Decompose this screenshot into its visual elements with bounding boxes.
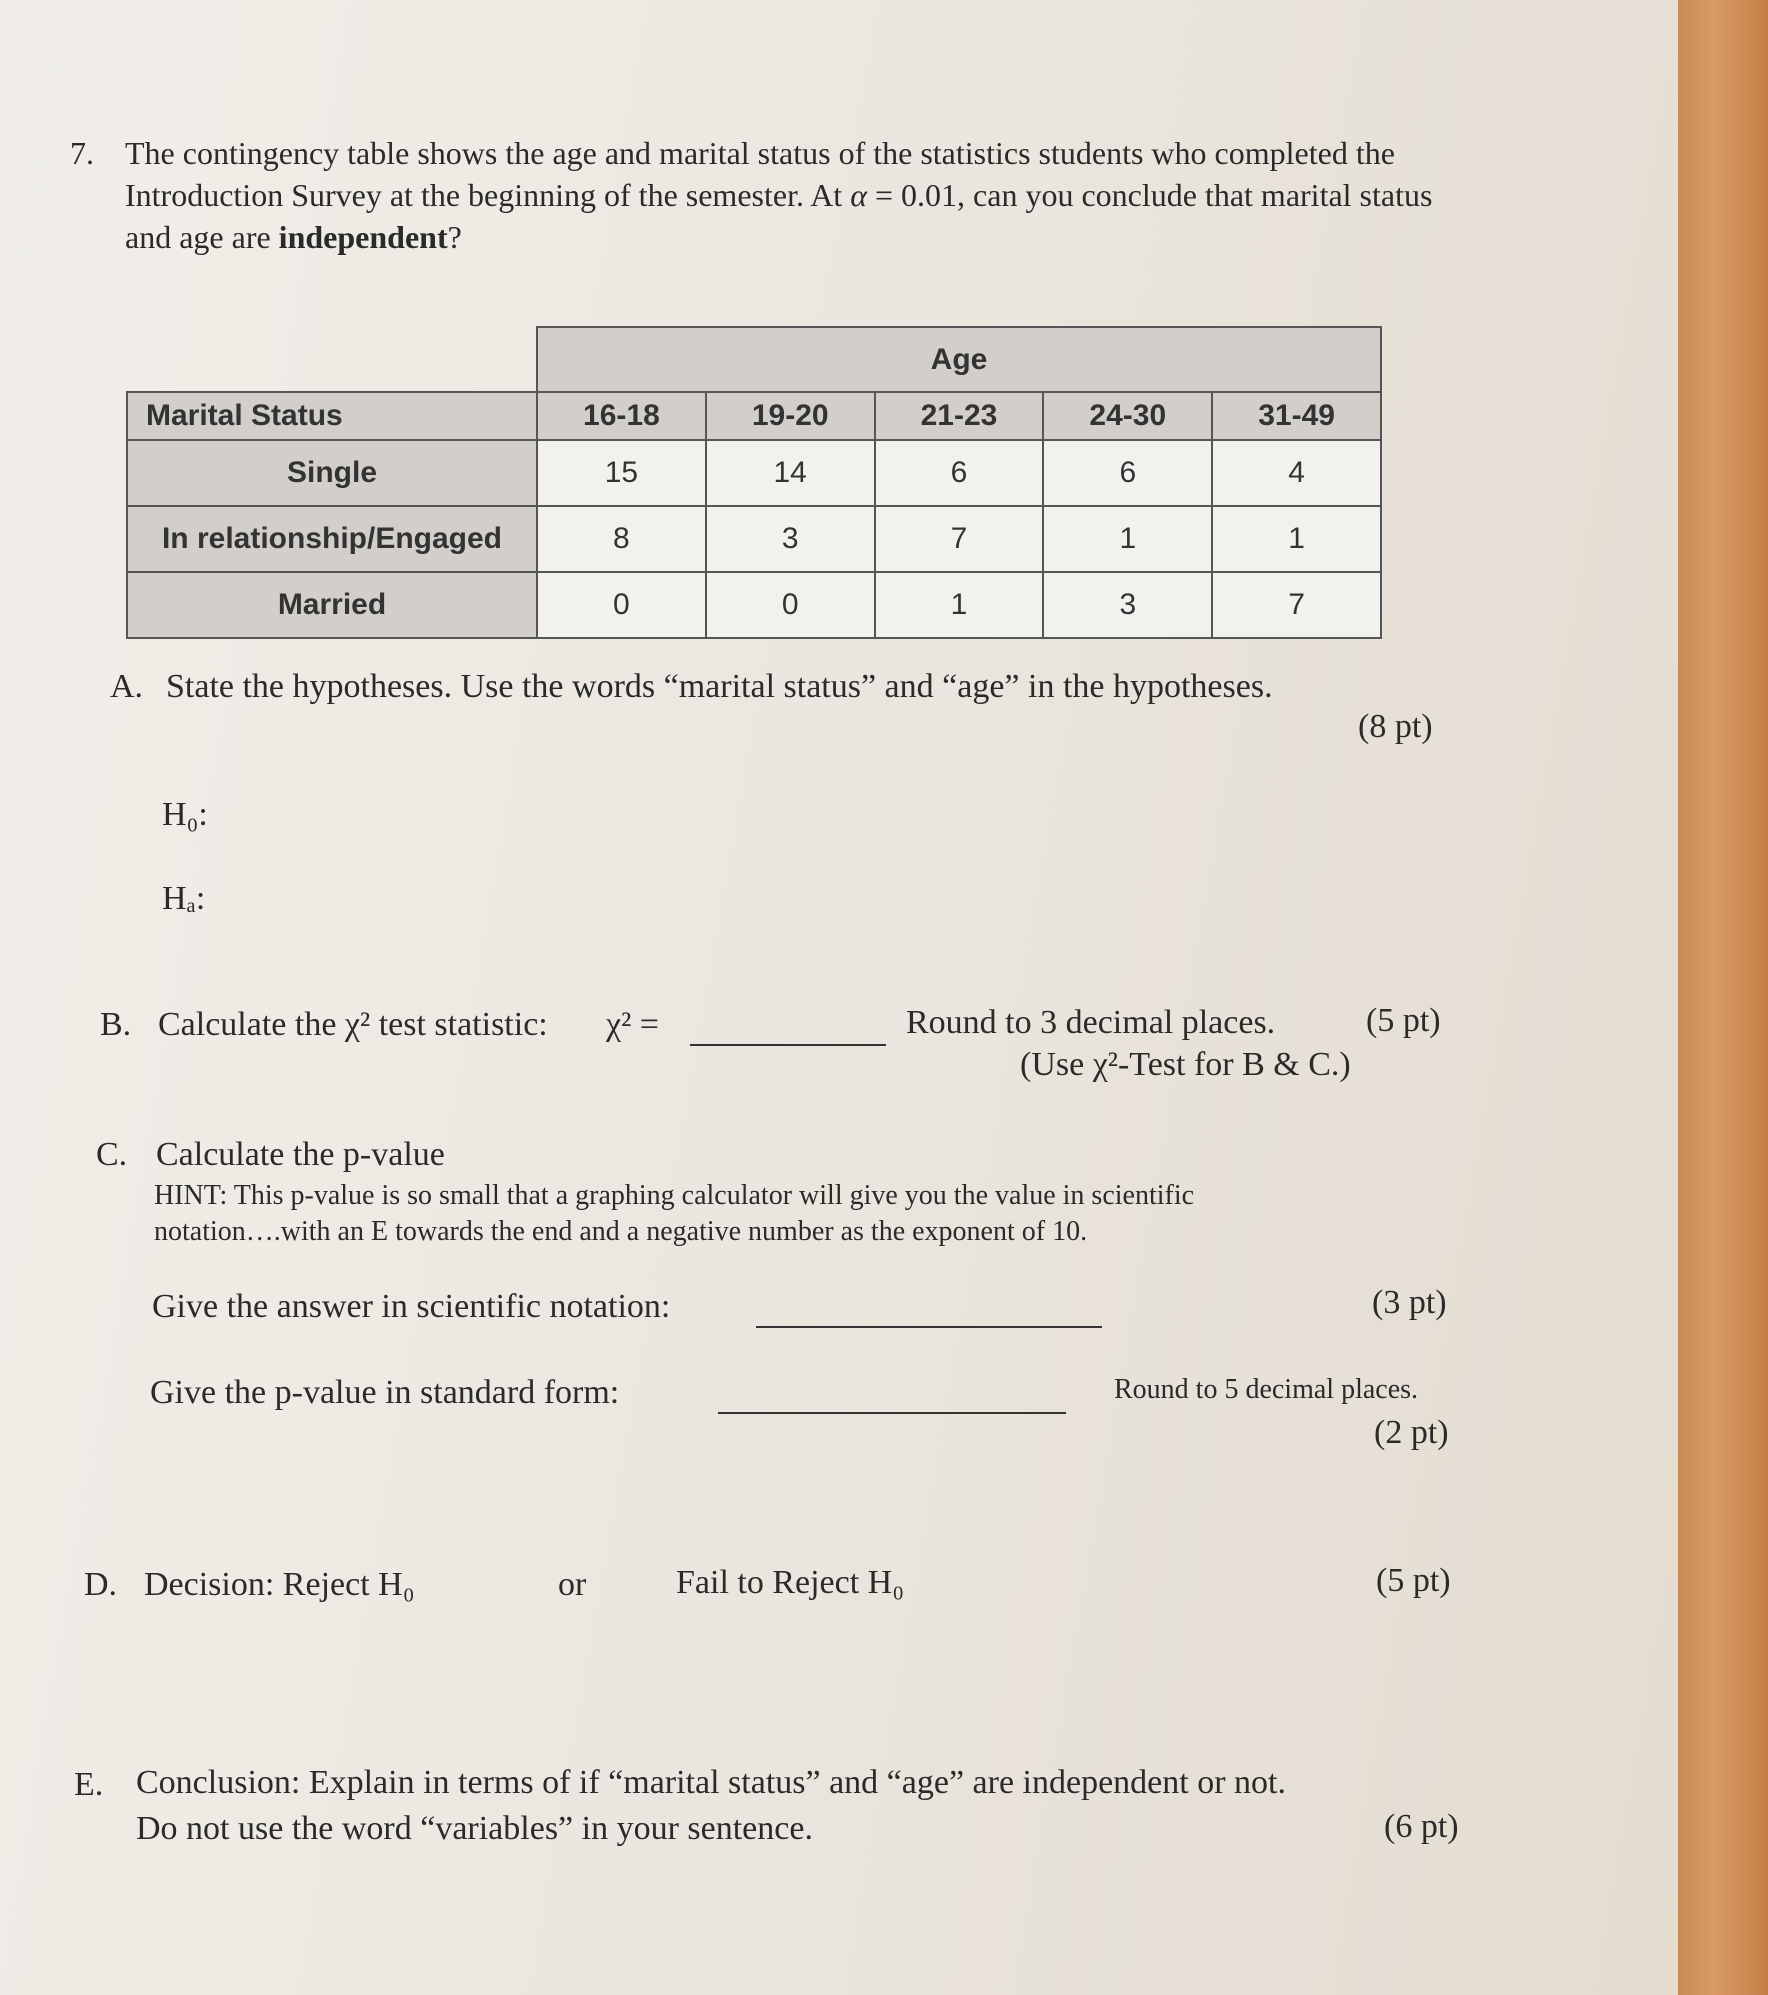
table-cell: 8 — [537, 506, 706, 572]
row-label: In relationship/Engaged — [127, 506, 537, 572]
part-e-letter: E. — [74, 1766, 104, 1803]
row-label: Married — [127, 572, 537, 638]
table-row — [127, 572, 1381, 638]
table-cell: 14 — [706, 440, 875, 506]
table-cell: 1 — [875, 572, 1044, 638]
table-cell: 7 — [875, 506, 1044, 572]
part-b-text: Calculate the χ² test statistic: — [158, 1006, 548, 1043]
standard-form-points: (2 pt) — [1374, 1414, 1449, 1451]
table-cell: 3 — [1043, 572, 1212, 638]
table-cell: 0 — [537, 572, 706, 638]
question-number: 7. — [70, 135, 94, 171]
question-text-start: The contingency table shows the age and marital status of the statistics students who completed the Introduction Survey at the beginning of the semester. At — [125, 135, 1395, 213]
part-a-letter: A. — [110, 668, 144, 705]
table-age-row — [127, 327, 1381, 392]
independent-word: independent — [278, 219, 448, 255]
part-b-round: Round to 3 decimal places. — [906, 1004, 1276, 1041]
column-header: 16-18 — [537, 392, 706, 440]
question-text — [125, 132, 1445, 258]
sci-notation-label: Give the answer in scientific notation: — [152, 1288, 671, 1325]
part-e-line2: Do not use the word “variables” in your sentence. — [136, 1810, 813, 1847]
column-header: 31-49 — [1212, 392, 1381, 440]
sci-notation-points: (3 pt) — [1372, 1284, 1447, 1321]
decision-reject[interactable]: Decision: Reject H₀ — [144, 1566, 415, 1603]
part-c-title: Calculate the p-value — [156, 1136, 445, 1173]
decision-fail-to-reject[interactable]: Fail to Reject H₀ — [676, 1564, 905, 1601]
part-b-letter: B. — [100, 1006, 132, 1043]
h0-label: H₀: — [162, 796, 208, 833]
table-row — [127, 440, 1381, 506]
table-cell: 7 — [1212, 572, 1381, 638]
row-label: Single — [127, 440, 537, 506]
table-header-row — [127, 392, 1381, 440]
column-header: 19-20 — [706, 392, 875, 440]
standard-form-answer-blank[interactable] — [718, 1382, 1066, 1414]
part-b-points: (5 pt) — [1366, 1002, 1441, 1039]
column-header: 24-30 — [1043, 392, 1212, 440]
part-a-points: (8 pt) — [1358, 708, 1433, 745]
chi-square-equals: χ² = — [606, 1006, 659, 1043]
table-cell: 1 — [1212, 506, 1381, 572]
decision-or: or — [558, 1566, 587, 1603]
part-c-letter: C. — [96, 1136, 128, 1173]
part-c-hint-line1: HINT: This p-value is so small that a graphing calculator will give you the value in scientific — [154, 1180, 1195, 1211]
sci-notation-answer-blank[interactable] — [756, 1296, 1102, 1328]
chi-square-answer-blank[interactable] — [690, 1014, 886, 1046]
table-cell: 15 — [537, 440, 706, 506]
standard-form-label: Give the p-value in standard form: — [150, 1374, 620, 1411]
table-cell: 3 — [706, 506, 875, 572]
marital-status-header: Marital Status — [127, 392, 537, 440]
part-e-points: (6 pt) — [1384, 1808, 1459, 1845]
standard-form-round: Round to 5 decimal places. — [1114, 1374, 1419, 1405]
part-e-line1: Conclusion: Explain in terms of if “marital status” and “age” are independent or not. — [136, 1764, 1286, 1801]
question-end: ? — [447, 219, 462, 255]
table-cell: 6 — [1043, 440, 1212, 506]
table-cell: 1 — [1043, 506, 1212, 572]
part-d-points: (5 pt) — [1376, 1562, 1451, 1599]
part-a-text: State the hypotheses. Use the words “marital status” and “age” in the hypotheses. — [166, 668, 1273, 705]
age-header: Age — [537, 327, 1381, 392]
part-c-hint-line2: notation….with an E towards the end and a negative number as the exponent of 10. — [154, 1216, 1088, 1247]
table-corner — [127, 327, 537, 392]
ha-label: Hₐ: — [162, 880, 206, 917]
alpha-value: = 0.01, can you conclude that marital status and age are — [125, 177, 1433, 255]
part-d-letter: D. — [84, 1566, 118, 1603]
alpha-symbol: α — [850, 177, 867, 213]
contingency-table — [126, 326, 1382, 639]
column-header: 21-23 — [875, 392, 1044, 440]
desk-background — [1678, 0, 1768, 1995]
table-cell: 6 — [875, 440, 1044, 506]
part-b-note: (Use χ²-Test for B & C.) — [1020, 1046, 1351, 1083]
table-row — [127, 506, 1381, 572]
table-cell: 0 — [706, 572, 875, 638]
table-cell: 4 — [1212, 440, 1381, 506]
